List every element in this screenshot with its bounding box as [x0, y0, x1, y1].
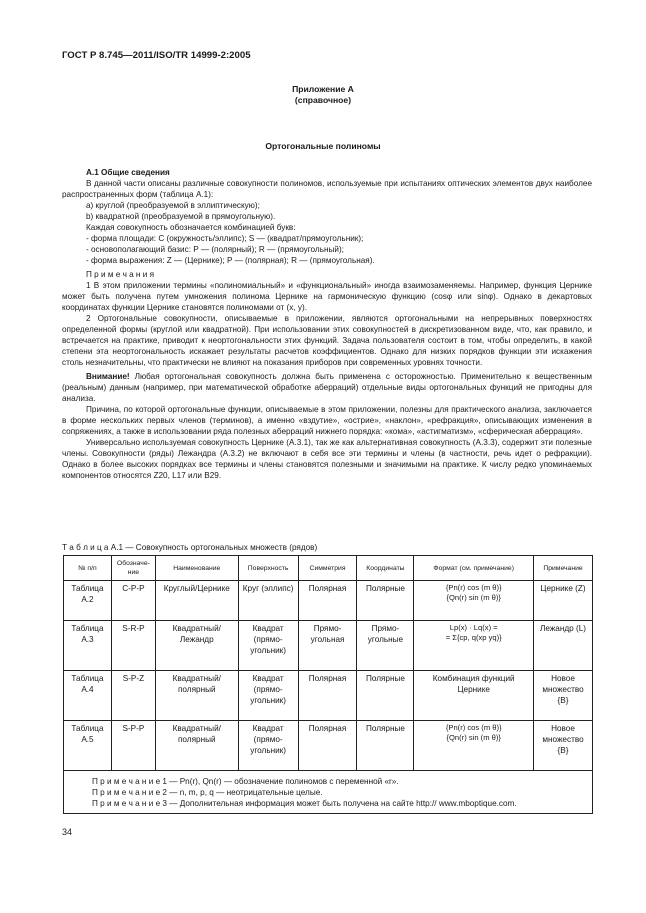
- formula-cell: [414, 581, 534, 621]
- table-notes-row: [64, 771, 593, 814]
- table-cell: Лежандр (L): [534, 621, 593, 671]
- subsection-title: А.1 Общие сведения: [86, 168, 170, 177]
- table-row: [64, 671, 593, 721]
- formula-line: {Qn(r) sin (m θ)}: [446, 593, 501, 602]
- list-item: b) квадратной (преобразуемой в прямоугольную).: [86, 212, 276, 221]
- table-cell: Таблица А.3: [64, 621, 112, 671]
- table-cell: Новое множество {B}: [534, 721, 593, 771]
- general-section: [62, 167, 592, 481]
- table-cell: Таблица А.4: [64, 671, 112, 721]
- note-paragraph: 1 В этом приложении термины «полиномиальный» и «функциональный» иногда взаимозаменяемы. Например, функция Цернике может быть получена путем умножения полинома Цернике на гармоническую функцию (cosφ или sinφ). Однако в декартовых координатах функции Цернике становятся полиномами от (x, y).: [62, 281, 592, 312]
- orthogonal-sets-table: [63, 555, 593, 814]
- table-note: П р и м е ч а н и е 3 — Дополнительная информация может быть получена на сайте http:// www.mboptique.com.: [92, 799, 517, 808]
- table-header-row: [64, 556, 593, 581]
- formula-line: Цернике: [457, 685, 490, 694]
- table-header-cell: № п/п: [64, 556, 112, 581]
- formula-cell: [414, 721, 534, 771]
- table-row: [64, 721, 593, 771]
- paragraph: Универсально используемая совокупность Цернике (А.3.1), так же как альтернативная совокупность (А.3.3), содержит эти полезные члены. Совокупности (ряды) Лежандра (А.3.2) не включают в себя все эти термины и члены (в частности, речь идет о рефракции). Однако в более высоких порядках все термины и члены становятся полезными и значимыми на практике. К числу редко упоминаемых компонентов относятся Z20, L17 или B29.: [62, 438, 592, 480]
- table-header-cell: Обозначе-ние: [111, 556, 155, 581]
- warning-label: Внимание!: [86, 372, 130, 381]
- formula-line: Lp(x) · Lq(x) =: [449, 623, 498, 632]
- list-item: - форма площади: C (окружность/эллипс); S — (квадрат/прямоугольник);: [86, 234, 364, 243]
- formula-line: {Pn(r) cos (m θ)}: [445, 723, 502, 732]
- table-cell: Квадрат (прямо-угольник): [238, 721, 298, 771]
- table-cell: Полярная: [298, 671, 357, 721]
- table-cell: Квадратный/ полярный: [155, 671, 238, 721]
- table-cell: Квадрат (прямо-угольник): [238, 621, 298, 671]
- table-cell: Круг (эллипс): [238, 581, 298, 621]
- note-paragraph: 2 Ортогональные совокупности, описываемые в приложении, являются ортогональными на непрерывных поверхностях определенной формы (круглой или квадратной). При использовании этих совокупностей в дискретизованном виде, что, как правило, и встречается на практике, приводит к неортогональности этих функций. Задача пользователя состоит в том, чтобы определить, в какой степени эта неортогональность искажает результаты расчетов коэффициентов. Однако для низких порядков функции эти искажения столь незначительны, что практически не влияют на показания приборов при современных уровнях точности.: [62, 314, 592, 367]
- table-cell: C-P-P: [111, 581, 155, 621]
- list-item: a) круглой (преобразуемой в эллиптическую);: [86, 201, 260, 210]
- table-cell: Квадратный/ полярный: [155, 721, 238, 771]
- table-header-cell: Формат (см. примечание): [414, 556, 534, 581]
- table-header-cell: Примечание: [534, 556, 593, 581]
- table-cell: Новое множество {B}: [534, 671, 593, 721]
- table-notes: [64, 771, 593, 814]
- section-title: Ортогональные полиномы: [265, 141, 381, 151]
- formula-line: {Pn(r) cos (m θ)}: [445, 583, 502, 592]
- paragraph: Каждая совокупность обозначается комбинацией букв:: [86, 223, 296, 232]
- table-cell: Таблица А.5: [64, 721, 112, 771]
- formula-line: {Qn(r) sin (m θ)}: [446, 733, 501, 742]
- table-cell: Полярная: [298, 721, 357, 771]
- table-row: [64, 621, 593, 671]
- table-header-cell: Наименование: [155, 556, 238, 581]
- warning-paragraph: [62, 371, 592, 404]
- table-cell: Прямо-угольная: [298, 621, 357, 671]
- table-cell: Таблица А.2: [64, 581, 112, 621]
- appendix-subtitle: (справочное): [294, 95, 352, 105]
- table-cell: Полярные: [357, 671, 414, 721]
- table-cell: S-P-Z: [111, 671, 155, 721]
- table-header-cell: Поверхность: [238, 556, 298, 581]
- table-cell: Круглый/Цернике: [155, 581, 238, 621]
- table-cell: Полярные: [357, 721, 414, 771]
- table-cell: Полярные: [357, 581, 414, 621]
- table-cell: Квадратный/ Лежандр: [155, 621, 238, 671]
- formula-cell: [414, 671, 534, 721]
- notes-heading: П р и м е ч а н и я: [86, 270, 155, 279]
- appendix-title: Приложение А: [292, 84, 354, 94]
- table-cell: Прямо-угольные: [357, 621, 414, 671]
- table-cell: S-R-P: [111, 621, 155, 671]
- list-item: - основополагающий базис: P — (полярный); R — (прямоугольный);: [86, 245, 344, 254]
- table-header-cell: Симметрия: [298, 556, 357, 581]
- table-note: П р и м е ч а н и е 1 — Pn(r), Qn(r) — обозначение полиномов с переменной «r».: [92, 777, 399, 786]
- table-cell: Цернике (Z): [534, 581, 593, 621]
- formula-cell: [414, 621, 534, 671]
- formula-line: = Σ{cp, q(xp yq)}: [445, 633, 502, 642]
- table-cell: Полярная: [298, 581, 357, 621]
- page-number: 34: [62, 827, 73, 837]
- table-note: П р и м е ч а н и е 2 — n, m, p, q — неотрицательные целые.: [92, 788, 323, 797]
- paragraph: Причина, по которой ортогональные функции, описываемые в этом приложении, полезны для практического анализа, заключается в форме нескольких первых членов (терминов), а именно «вздутие», «острие», «наклон», «рефракция», описывающих изменения в сопряжениях, а также в использовании ряда полезных аберраций нижнего порядка: «кома», «астигматизм», «сферическая аберрация».: [62, 405, 592, 436]
- paragraph: В данной части описаны различные совокупности полиномов, используемые при испытаниях оптических элементов двух наиболее распространенных форм (таблица А.1):: [62, 179, 592, 199]
- table-header-cell: Координаты: [357, 556, 414, 581]
- table-cell: S-P-P: [111, 721, 155, 771]
- formula-line: Комбинация функций: [432, 674, 515, 683]
- table-cell: Квадрат (прямо-угольник): [238, 671, 298, 721]
- table-row: [64, 581, 593, 621]
- warning-text: Любая ортогональная совокупность должна быть применена с осторожностью. Применительно к вещественным (реальным) данным (например, при математической обработке аберраций) отдельные виды ортогональных функций не пригодны для анализа.: [62, 372, 592, 403]
- table-caption: Т а б л и ц а А.1 — Совокупность ортогональных множеств (рядов): [62, 543, 318, 552]
- list-item: - форма выражения: Z — (Цернике); P — (полярная); R — (прямоугольная).: [86, 256, 375, 265]
- document-header: ГОСТ Р 8.745—2011/ISO/TR 14999-2:2005: [62, 50, 251, 61]
